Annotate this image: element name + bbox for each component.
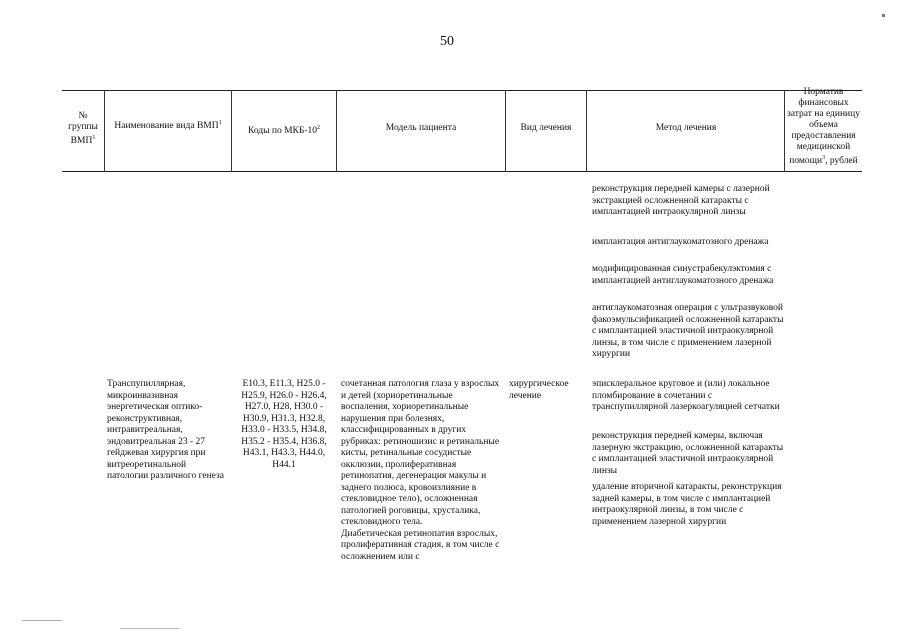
header-top-rule <box>62 90 862 91</box>
icd-codes-cell: E10.3, E11.3, H25.0 - H25.9, H26.0 - H26.4, H27.0, H28, H30.0 - H30.9, H31.3, H32.8, H33.0 - H33.5, H34.8, H35.2 - H35.4, H36.8, H43.1, H43.3, H44.0, H44.1 <box>241 379 327 470</box>
scan-speck <box>120 628 180 629</box>
method-item: антиглаукоматозная операция с ультразвуковой факоэмульсификацией осложненной катаракты с имплантацией эластичной интраокулярной линзы, в том числе с применением лазерной хирургии <box>592 303 784 359</box>
patient-model-text-2: Диабетическая ретинопатия взрослых, пролиферативная стадия, в том числе с осложнением или с <box>341 528 500 562</box>
header-vmp-name: Наименование вида ВМП$^1$ <box>114 120 222 132</box>
method-item: модифицированная синустрабекулэктомия с имплантацией антиглаукоматозного дренажа <box>592 264 774 286</box>
vmp-name-cell: Транспупиллярная, микроинвазивная энергетическая оптико-реконструктивная, интравитреальная, эндовитреальная 23 - 27 гейджевая хирургия при витреоретинальной патологии различного генеза <box>107 379 224 481</box>
header-icd-codes: Коды по МКБ-$10^2$ <box>247 125 321 137</box>
method-item: реконструкция передней камеры с лазерной экстракцией осложненной катаракты с имплантацией интраокулярной линзы <box>592 184 770 217</box>
patient-model-cell <box>341 379 503 563</box>
treatment-type-cell: хирургическое лечение <box>509 379 569 401</box>
header-divider <box>784 90 785 172</box>
header-treatment-method: Метод лечения <box>655 123 717 133</box>
header-patient-model: Модель пациента <box>385 123 457 133</box>
method-item: эписклеральное круговое и (или) локальное пломбирование в сочетании с транспупиллярной лазеркоагуляцией сетчатки <box>592 379 780 412</box>
header-divider <box>336 90 337 172</box>
header-treatment-type: Вид лечения <box>520 123 572 133</box>
method-item: реконструкция передней камеры, включая лазерную экстракцию, осложненной катаракты с имплантацией эластичной интраокулярной линзы <box>592 431 784 476</box>
scan-speck <box>882 14 885 17</box>
header-financial-norm: Норматив финансовых затрат на единицу объема предоставления медицинской помощи$^3$, рублей <box>787 87 860 167</box>
header-divider <box>104 90 105 172</box>
page-number: 50 <box>440 34 454 49</box>
header-bottom-rule <box>62 171 862 172</box>
header-group-number: № группы ВМП$^1$ <box>68 111 98 147</box>
header-divider <box>586 90 587 172</box>
patient-model-text: сочетанная патология глаза у взрослых и детей (хориоретинальные воспаления, хориоретинальные нарушения при болезнях, классифицированных в других рубриках: ретиношизис и ретинальные кисты, ретинальные сосудистые окклюзии, пролиферативная ретинопатия, дегенерация макулы и заднего полюса, кровоизлияние в стекловидное тело), осложненная патологией роговицы, хрусталика, стекловидного тела. <box>341 379 500 527</box>
header-divider <box>231 90 232 172</box>
header-divider <box>505 90 506 172</box>
method-item: удаление вторичной катаракты, реконструкция задней камеры, в том числе с имплантацией интраокулярной линзы, в том числе с применением лазерной хирургии <box>592 482 782 527</box>
method-item: имплантация антиглаукоматозного дренажа <box>592 237 769 247</box>
scan-speck <box>22 620 62 621</box>
